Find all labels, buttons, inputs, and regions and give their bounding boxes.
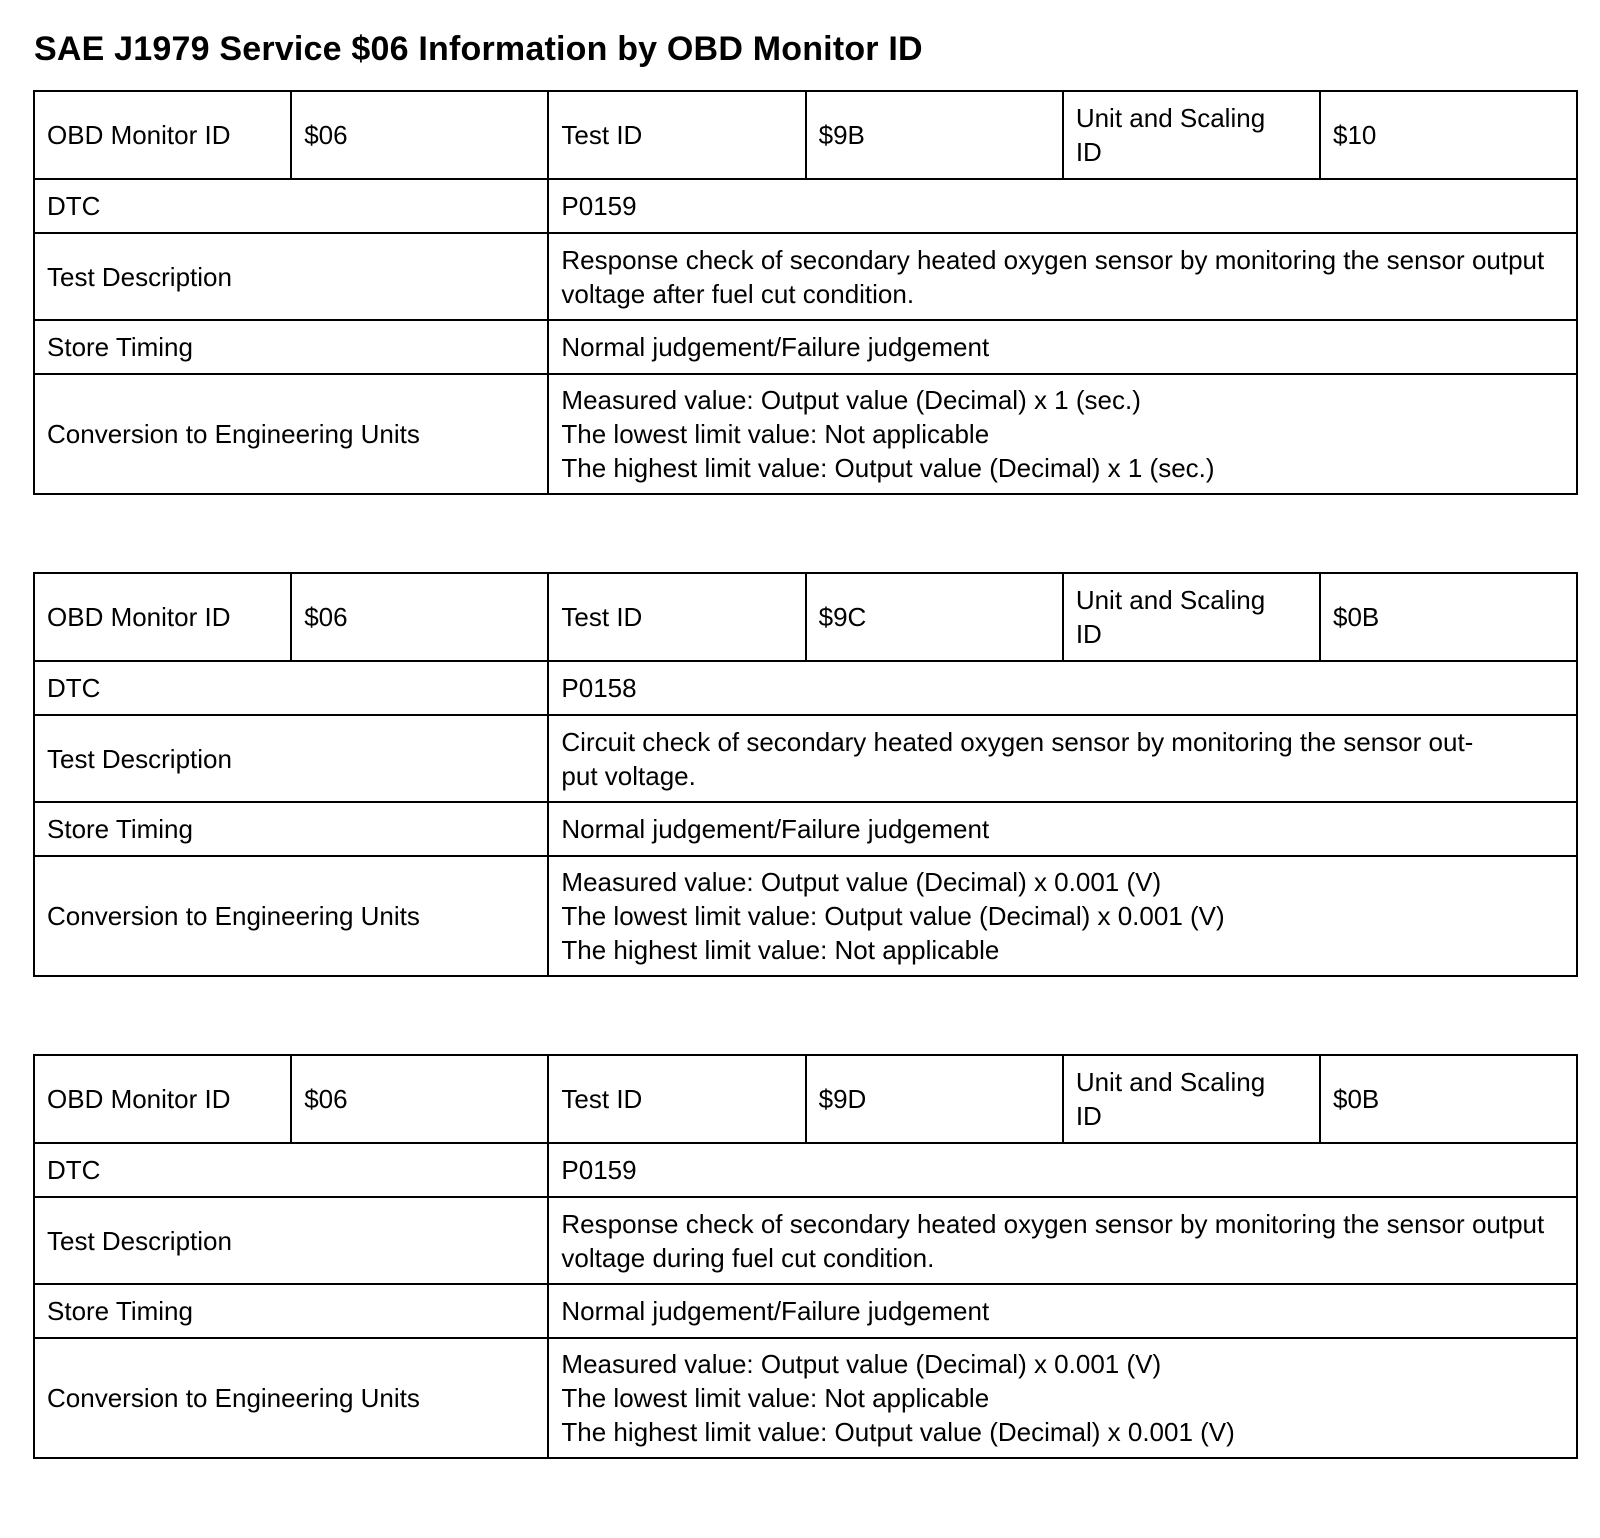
conversion-value: Measured value: Output value (Decimal) x 0.001 (V) The lowest limit value: Not applicable The highest limit value: Output value (Decimal) x 0.001 (V) [548,1338,1577,1458]
obd-monitor-id-value: $06 [291,573,548,661]
table-row [34,1284,1577,1338]
table-row [34,1338,1577,1458]
unit-scaling-id-value: $0B [1320,1055,1577,1143]
store-timing-label: Store Timing [34,802,548,856]
test-description-label: Test Description [34,233,548,320]
obd-monitor-id-label: OBD Monitor ID [34,573,291,661]
store-timing-value: Normal judgement/Failure judgement [548,1284,1577,1338]
unit-scaling-id-value: $10 [1320,91,1577,179]
test-id-label: Test ID [548,1055,805,1143]
dtc-label: DTC [34,1143,548,1197]
table-row [34,715,1577,802]
store-timing-value: Normal judgement/Failure judgement [548,320,1577,374]
table-row [34,179,1577,233]
service-06-table [33,572,1578,977]
unit-scaling-id-label: Unit and Scaling ID [1063,91,1320,179]
conversion-label: Conversion to Engineering Units [34,856,548,976]
unit-scaling-id-label: Unit and Scaling ID [1063,1055,1320,1143]
table-row [34,573,1577,661]
table-row [34,374,1577,494]
test-id-label: Test ID [548,573,805,661]
test-description-value: Response check of secondary heated oxygen sensor by monitoring the sensor output voltage after fuel cut condition. [548,233,1577,320]
conversion-label: Conversion to Engineering Units [34,1338,548,1458]
test-id-label: Test ID [548,91,805,179]
conversion-value: Measured value: Output value (Decimal) x 1 (sec.) The lowest limit value: Not applicable The highest limit value: Output value (Decimal) x 1 (sec.) [548,374,1577,494]
table-row [34,661,1577,715]
table-row [34,856,1577,976]
test-description-label: Test Description [34,1197,548,1284]
unit-scaling-id-label: Unit and Scaling ID [1063,573,1320,661]
test-description-value: Response check of secondary heated oxygen sensor by monitoring the sensor output voltage during fuel cut condition. [548,1197,1577,1284]
unit-scaling-id-value: $0B [1320,573,1577,661]
store-timing-value: Normal judgement/Failure judgement [548,802,1577,856]
table-row [34,802,1577,856]
service-06-table [33,1054,1578,1459]
test-id-value: $9B [806,91,1063,179]
dtc-value: P0158 [548,661,1577,715]
obd-monitor-id-value: $06 [291,91,548,179]
dtc-label: DTC [34,179,548,233]
dtc-value: P0159 [548,179,1577,233]
obd-monitor-id-value: $06 [291,1055,548,1143]
test-description-value: Circuit check of secondary heated oxygen sensor by monitoring the sensor out- put voltage. [548,715,1577,802]
table-row [34,1055,1577,1143]
test-id-value: $9C [806,573,1063,661]
conversion-label: Conversion to Engineering Units [34,374,548,494]
test-description-label: Test Description [34,715,548,802]
page-title: SAE J1979 Service $06 Information by OBD Monitor ID [34,30,923,68]
table-row [34,91,1577,179]
test-id-value: $9D [806,1055,1063,1143]
obd-monitor-id-label: OBD Monitor ID [34,1055,291,1143]
obd-monitor-id-label: OBD Monitor ID [34,91,291,179]
table-row [34,233,1577,320]
dtc-value: P0159 [548,1143,1577,1197]
table-row [34,1197,1577,1284]
conversion-value: Measured value: Output value (Decimal) x 0.001 (V) The lowest limit value: Output value (Decimal) x 0.001 (V) The highest limit value: Not applicable [548,856,1577,976]
store-timing-label: Store Timing [34,320,548,374]
dtc-label: DTC [34,661,548,715]
store-timing-label: Store Timing [34,1284,548,1338]
table-row [34,320,1577,374]
service-06-table [33,90,1578,495]
table-row [34,1143,1577,1197]
